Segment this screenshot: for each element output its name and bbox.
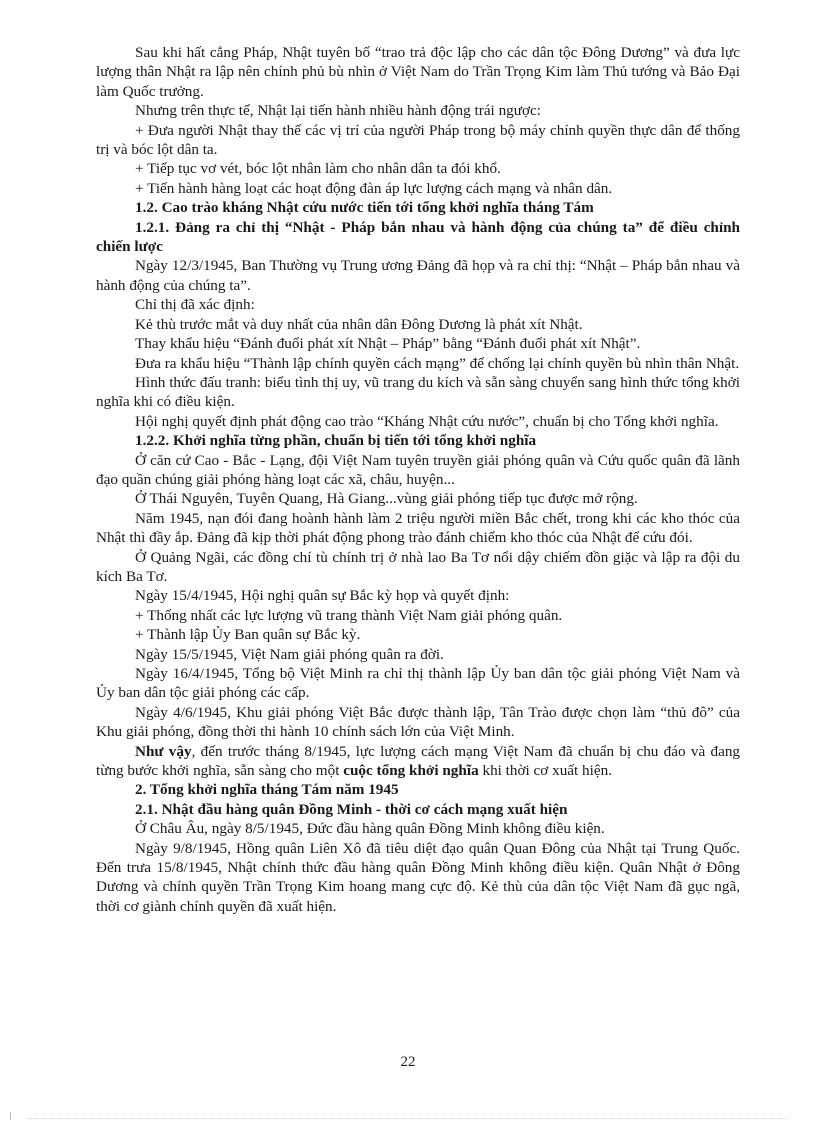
paragraph: Thay khẩu hiệu “Đánh đuổi phát xít Nhật – Pháp” bằng “Đánh đuổi phát xít Nhật”. xyxy=(135,335,641,353)
paragraph: Ngày 4/6/1945, Khu giải phóng Việt Bắc được thành lập, Tân Trào được chọn làm “thủ đô” của Khu giải phóng, đồng thời thi hành 10 chính sách lớn của Việt Minh. xyxy=(96,703,740,741)
paragraph: Sau khi hất cẳng Pháp, Nhật tuyên bố “trao trả độc lập cho các dân tộc Đông Dương” và đưa lực lượng thân Nhật ra lập nên chính phủ bù nhìn ở Việt Nam do Trần Trọng Kim làm Thủ tướng và Bảo Đại làm Quốc trưởng. xyxy=(96,44,740,100)
page-corner-mark xyxy=(0,1112,11,1120)
page-bottom-divider xyxy=(28,1118,788,1119)
bullet-item: + Tiếp tục vơ vét, bóc lột nhân làm cho nhân dân ta đói khổ. xyxy=(135,160,501,178)
paragraph: Ngày 15/4/1945, Hội nghị quân sự Bắc kỳ họp và quyết định: xyxy=(135,587,510,605)
paragraph: Ngày 16/4/1945, Tổng bộ Việt Minh ra chỉ thị thành lập Ủy ban dân tộc giải phóng Việt Nam và Ủy ban dân tộc giải phóng các cấp. xyxy=(96,665,740,702)
summary-emphasis: cuộc tổng khởi nghĩa xyxy=(343,762,479,780)
paragraph: Chỉ thị đã xác định: xyxy=(135,296,255,314)
bullet-item: + Thành lập Ủy Ban quân sự Bắc kỳ. xyxy=(135,626,361,644)
section-heading: 2. Tổng khởi nghĩa tháng Tám năm 1945 xyxy=(135,781,399,799)
subsection-heading: 2.1. Nhật đầu hàng quân Đồng Minh - thời cơ cách mạng xuất hiện xyxy=(135,800,568,818)
paragraph: Hội nghị quyết định phát động cao trào “Kháng Nhật cứu nước”, chuẩn bị cho Tổng khởi nghĩa. xyxy=(135,412,719,430)
paragraph: Ở căn cứ Cao - Bắc - Lạng, đội Việt Nam tuyên truyền giải phóng quân và Cứu quốc quân đã lãnh đạo quần chúng giải phóng hàng loạt các xã, châu, huyện... xyxy=(96,451,740,488)
paragraph: Hình thức đấu tranh: biểu tình thị uy, vũ trang du kích và sẵn sàng chuyển sang hình thức tổng khởi nghĩa khi có điều kiện. xyxy=(96,373,740,411)
bullet-item: + Thống nhất các lực lượng vũ trang thành Việt Nam giải phóng quân. xyxy=(135,606,563,624)
bullet-item: + Tiến hành hàng loạt các hoạt động đàn áp lực lượng cách mạng và nhân dân. xyxy=(135,179,613,197)
summary-text-b: khi thời cơ xuất hiện. xyxy=(478,762,612,780)
section-heading: 1.2. Cao trào kháng Nhật cứu nước tiến tới tổng khởi nghĩa tháng Tám xyxy=(135,199,594,217)
summary-lead: Như vậy xyxy=(135,742,192,760)
subsection-heading: 1.2.1. Đảng ra chỉ thị “Nhật - Pháp bắn nhau và hành động của chúng ta” để điều chỉnh chiến lược xyxy=(96,218,740,256)
document-body xyxy=(96,43,740,916)
paragraph: Nhưng trên thực tế, Nhật lại tiến hành nhiều hành động trái ngược: xyxy=(135,102,541,120)
paragraph: Ngày 15/5/1945, Việt Nam giải phóng quân ra đời. xyxy=(135,645,444,663)
summary-text-a: , đến trước tháng 8/1945, lực lượng cách mạng Việt Nam đã chuẩn bị chu đáo và đang từng bước khởi nghĩa, sẵn sàng cho một xyxy=(96,742,741,780)
paragraph: Ở Quảng Ngãi, các đồng chí tù chính trị ở nhà lao Ba Tơ nổi dậy chiếm đồn giặc và lập ra đội du kích Ba Tơ. xyxy=(96,548,740,585)
subsection-heading: 1.2.2. Khởi nghĩa từng phần, chuẩn bị tiến tới tổng khởi nghĩa xyxy=(135,432,537,450)
paragraph: Ở Châu Âu, ngày 8/5/1945, Đức đầu hàng quân Đồng Minh không điều kiện. xyxy=(135,820,605,838)
paragraph: Ngày 12/3/1945, Ban Thường vụ Trung ương Đảng đã họp và ra chỉ thị: “Nhật – Pháp bắn nhau và hành động của chúng ta”. xyxy=(96,257,740,294)
bullet-item: + Đưa người Nhật thay thế các vị trí của người Pháp trong bộ máy chính quyền thực dân để thống trị và bóc lột dân ta. xyxy=(96,121,740,159)
summary-paragraph xyxy=(96,742,740,781)
paragraph: Ngày 9/8/1945, Hồng quân Liên Xô đã tiêu diệt đạo quân Quan Đông của Nhật tại Trung Quốc. Đến trưa 15/8/1945, Nhật chính thức đầu hàng quân Đồng Minh không điều kiện. Quân Nhật ở Đông Dương và chính quyền Trần Trọng Kim hoang mang cực độ. Kẻ thù của dân tộc Việt Nam đã gục ngã, thời cơ giành chính quyền đã xuất hiện. xyxy=(96,839,740,915)
paragraph: Kẻ thù trước mắt và duy nhất của nhân dân Đông Dương là phát xít Nhật. xyxy=(135,315,583,333)
paragraph: Đưa ra khẩu hiệu “Thành lập chính quyền cách mạng” để chống lại chính quyền bù nhìn thân Nhật. xyxy=(135,354,740,372)
paragraph: Năm 1945, nạn đói đang hoành hành làm 2 triệu người miền Bắc chết, trong khi các kho thóc của Nhật thì đầy ắp. Đảng đã kịp thời phát động phong trào đánh chiếm kho thóc của Nhật để cứu đói. xyxy=(96,509,740,547)
page-number: 22 xyxy=(400,1054,416,1070)
paragraph: Ở Thái Nguyên, Tuyên Quang, Hà Giang...vùng giải phóng tiếp tục được mở rộng. xyxy=(135,490,638,508)
